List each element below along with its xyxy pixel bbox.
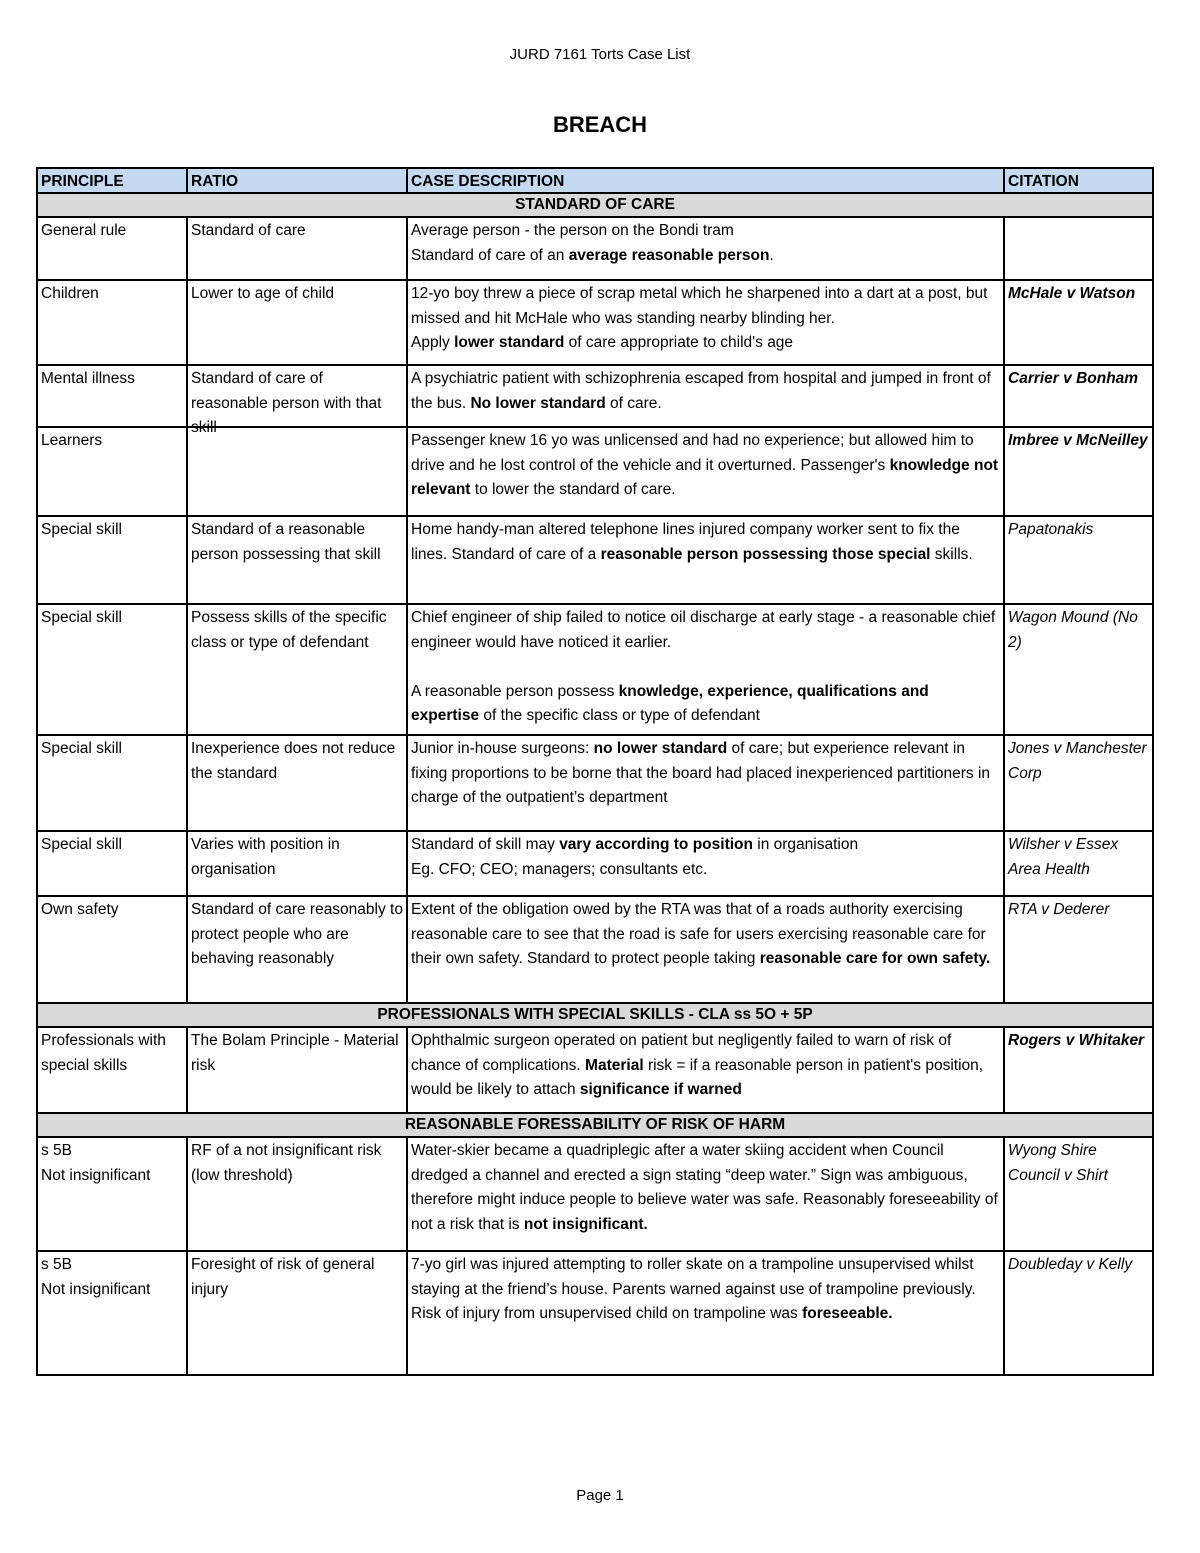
citation-cell: Jones v Manchester Corp <box>1004 735 1153 831</box>
description-cell <box>407 1027 1004 1113</box>
description-cell <box>407 604 1004 735</box>
case-table <box>36 167 1154 1376</box>
table-row <box>37 831 1153 896</box>
ratio-cell: Standard of a reasonable person possessing that skill <box>187 516 407 604</box>
principle-cell: Children <box>37 280 187 365</box>
ratio-cell: Standard of care reasonably to protect people who are behaving reasonably <box>187 896 407 1003</box>
description-cell <box>407 831 1004 896</box>
citation-cell: Carrier v Bonham <box>1004 365 1153 427</box>
table-header-row <box>37 168 1153 193</box>
table-row <box>37 365 1153 427</box>
citation-cell: Wilsher v Essex Area Health <box>1004 831 1153 896</box>
description-cell <box>407 1251 1004 1375</box>
section-label: STANDARD OF CARE <box>37 193 1153 217</box>
description-text: in organisation <box>752 836 859 853</box>
description-text: of the specific class or type of defendant <box>479 707 760 724</box>
ratio-cell: Varies with position in organisation <box>187 831 407 896</box>
ratio-cell <box>187 427 407 516</box>
description-emphasis: knowledge not relevant <box>411 456 999 498</box>
section-label: PROFESSIONALS WITH SPECIAL SKILLS - CLA ss 5O + 5P <box>37 1003 1153 1027</box>
ratio-cell: Lower to age of child <box>187 280 407 365</box>
description-emphasis: vary according to position <box>559 836 753 853</box>
column-header-principle: PRINCIPLE <box>37 168 187 193</box>
description-emphasis: Material <box>585 1056 644 1074</box>
description-cell <box>407 427 1004 516</box>
description-emphasis: lower standard <box>454 334 565 351</box>
principle-cell: Learners <box>37 427 187 516</box>
description-text: 12-yo boy threw a piece of scrap metal which he sharpened into a dart at a post, but missed and hit McHale who was standing nearby blinding her. <box>411 285 988 327</box>
column-header-case-description: CASE DESCRIPTION <box>407 168 1004 193</box>
principle-cell: General rule <box>37 217 187 280</box>
citation-cell: Papatonakis <box>1004 516 1153 604</box>
table-row <box>37 896 1153 1003</box>
citation-cell: Wagon Mound (No 2) <box>1004 604 1153 735</box>
description-text: to lower the standard of care. <box>470 481 676 498</box>
description-emphasis: no lower standard <box>593 740 728 757</box>
table-row <box>37 516 1153 604</box>
citation-cell: McHale v Watson <box>1004 280 1153 365</box>
page-header: JURD 7161 Torts Case List <box>509 46 691 63</box>
description-text: of care. <box>605 394 662 412</box>
description-emphasis: average reasonable person <box>568 246 770 264</box>
description-emphasis: No lower standard <box>470 394 606 412</box>
description-text: Extent of the obligation owed by the RTA was that of a roads authority exercising reasonable care to see that the road is safe for users exercising reasonable care for their own safety. Standard to protect people taking <box>411 901 986 967</box>
citation-cell: Rogers v Whitaker <box>1004 1027 1153 1113</box>
table-row <box>37 604 1153 735</box>
ratio-cell: Inexperience does not reduce the standard <box>187 735 407 831</box>
description-text: Home handy-man altered telephone lines injured company worker sent to fix the lines. Standard of care of a <box>411 521 960 563</box>
description-text: Junior in-house surgeons: <box>411 740 594 757</box>
description-text: of care; but experience relevant in fixing proportions to be borne that the board had placed inexperienced partitioners in charge of the outpatient’s department <box>411 740 991 806</box>
description-cell <box>407 365 1004 427</box>
description-text: 7-yo girl was injured attempting to roller skate on a trampoline unsupervised whilst staying at the friend’s house. Parents warned against use of trampoline previously. Risk of injury from unsupervised child on trampoline was <box>411 1256 976 1322</box>
description-cell <box>407 735 1004 831</box>
citation-cell: Wyong Shire Council v Shirt <box>1004 1137 1153 1251</box>
column-header-citation: CITATION <box>1004 168 1153 193</box>
principle-text: Not insignificant <box>41 1166 151 1184</box>
description-emphasis: reasonable person possessing those special <box>600 545 931 563</box>
principle-cell: Special skill <box>37 516 187 604</box>
column-header-ratio: RATIO <box>187 168 407 193</box>
description-text: of care appropriate to child's age <box>564 334 794 351</box>
principle-cell <box>37 1137 187 1251</box>
description-cell <box>407 217 1004 280</box>
description-text: Ophthalmic surgeon operated on patient but negligently failed to warn of risk of chance of complications. <box>411 1032 952 1074</box>
ratio-cell: The Bolam Principle - Material risk <box>187 1027 407 1113</box>
principle-cell <box>37 1251 187 1375</box>
description-text: Passenger knew 16 yo was unlicensed and had no experience; but allowed him to drive and he lost control of the vehicle and it overturned. Passenger's <box>411 432 974 474</box>
description-emphasis: reasonable care for own safety. <box>759 950 991 967</box>
description-text: Standard of skill may <box>411 836 560 853</box>
ratio-cell: Possess skills of the specific class or type of defendant <box>187 604 407 735</box>
description-text: Standard of care of an <box>411 246 569 264</box>
table-row <box>37 1027 1153 1113</box>
page-footer: Page 1 <box>576 1487 624 1504</box>
principle-text: s 5B <box>41 1142 73 1159</box>
table-row <box>37 1251 1153 1375</box>
citation-cell: Imbree v McNeilley <box>1004 427 1153 516</box>
description-emphasis: significance if warned <box>579 1081 742 1098</box>
citation-cell <box>1004 217 1153 280</box>
ratio-cell <box>187 365 407 436</box>
description-text: Water-skier became a quadriplegic after a water skiing accident when Council dredged a channel and erected a sign stating “deep water.” Sign was ambiguous, therefore might induce people to believe water was safe. Reasonably foreseeability of not a risk that is <box>411 1142 998 1233</box>
description-cell <box>407 896 1004 1003</box>
ratio-cell: Standard of care <box>187 217 407 280</box>
section-row <box>37 193 1153 217</box>
description-text: A reasonable person possess <box>411 682 619 700</box>
principle-text: Not insignificant <box>41 1280 151 1298</box>
ratio-cell: RF of a not insignificant risk (low threshold) <box>187 1137 407 1251</box>
table-row <box>37 280 1153 365</box>
description-cell <box>407 1137 1004 1251</box>
description-cell <box>407 280 1004 365</box>
section-row <box>37 1003 1153 1027</box>
description-text: Apply <box>411 334 455 351</box>
principle-cell: Own safety <box>37 896 187 1003</box>
description-text: Average person - the person on the Bondi tram <box>411 222 734 239</box>
description-text: . <box>769 246 774 264</box>
description-emphasis: knowledge, experience, qualifications and expertise <box>411 682 929 724</box>
table-row <box>37 217 1153 280</box>
description-emphasis: foreseeable. <box>802 1305 893 1322</box>
principle-cell: Special skill <box>37 604 187 735</box>
ratio-text: Standard of care of reasonable person with that skill <box>191 370 382 436</box>
table-row <box>37 1137 1153 1251</box>
description-text: Eg. CFO; CEO; managers; consultants etc. <box>411 860 708 878</box>
description-cell <box>407 516 1004 604</box>
description-text: Chief engineer of ship failed to notice oil discharge at early stage - a reasonable chief engineer would have noticed it earlier. <box>411 609 996 651</box>
page-title: BREACH <box>552 112 648 137</box>
principle-text: s 5B <box>41 1256 73 1273</box>
description-text: risk = if a reasonable person in patient's position, would be likely to attach <box>411 1056 984 1098</box>
principle-cell: Professionals with special skills <box>37 1027 187 1113</box>
principle-cell: Special skill <box>37 735 187 831</box>
citation-cell: Doubleday v Kelly <box>1004 1251 1153 1375</box>
section-row <box>37 1113 1153 1137</box>
principle-cell: Mental illness <box>37 365 187 427</box>
principle-cell: Special skill <box>37 831 187 896</box>
description-text: A psychiatric patient with schizophrenia escaped from hospital and jumped in front of the bus. <box>411 370 991 412</box>
ratio-cell: Foresight of risk of general injury <box>187 1251 407 1375</box>
description-emphasis: not insignificant. <box>523 1215 648 1233</box>
citation-cell: RTA v Dederer <box>1004 896 1153 1003</box>
section-label: REASONABLE FORESSABILITY OF RISK OF HARM <box>37 1113 1153 1137</box>
table-row <box>37 735 1153 831</box>
description-text: skills. <box>930 545 973 563</box>
